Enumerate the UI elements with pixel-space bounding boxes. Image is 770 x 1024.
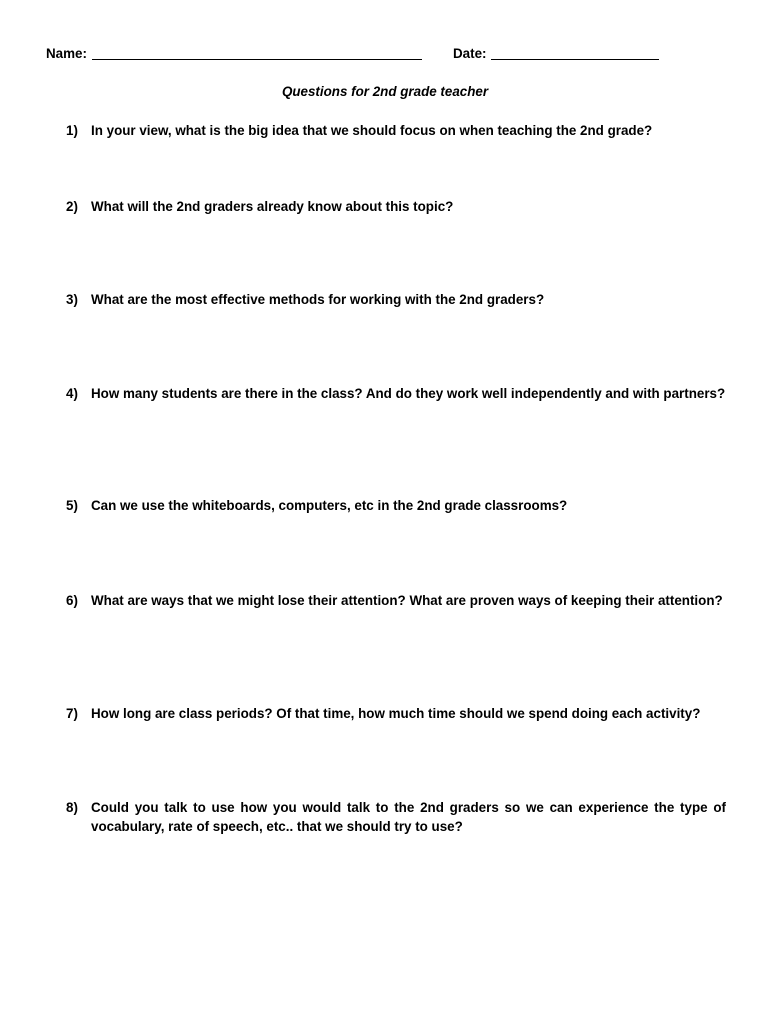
date-field (453, 45, 659, 63)
question-number: 2) (66, 199, 78, 214)
question-text: What are ways that we might lose their attention? What are proven ways of keeping their attention? (91, 593, 723, 608)
question-text: In your view, what is the big idea that we should focus on when teaching the 2nd grade? (91, 123, 653, 138)
question-number: 6) (66, 593, 78, 608)
name-field (46, 45, 422, 63)
question-text: Could you talk to use how you would talk to the 2nd graders so we can experience the type of vocabulary, rate of speech, etc.. that we should try to use? (91, 800, 726, 834)
question-number: 7) (66, 706, 78, 721)
question-text: What will the 2nd graders already know about this topic? (91, 199, 454, 214)
question-number: 4) (66, 386, 78, 401)
question-item (66, 121, 726, 140)
question-item (66, 384, 726, 403)
question-number: 1) (66, 123, 78, 138)
question-text: How long are class periods? Of that time, how much time should we spend doing each activity? (91, 706, 701, 721)
name-label: Name: (46, 46, 87, 61)
question-number: 5) (66, 498, 78, 513)
question-item (66, 496, 726, 515)
question-item (66, 798, 726, 836)
question-number: 8) (66, 800, 78, 815)
question-number: 3) (66, 292, 78, 307)
date-label: Date: (453, 46, 487, 61)
header-fields (46, 45, 724, 65)
date-blank-line (491, 45, 659, 60)
question-text: How many students are there in the class? And do they work well independently and with partners? (91, 386, 726, 401)
question-item (66, 591, 726, 610)
question-item (66, 704, 726, 723)
name-blank-line (92, 45, 422, 60)
question-item (66, 290, 726, 309)
page-title: Questions for 2nd grade teacher (281, 84, 489, 99)
question-text: Can we use the whiteboards, computers, etc in the 2nd grade classrooms? (91, 498, 568, 513)
question-item (66, 197, 726, 216)
question-text: What are the most effective methods for working with the 2nd graders? (91, 292, 545, 307)
